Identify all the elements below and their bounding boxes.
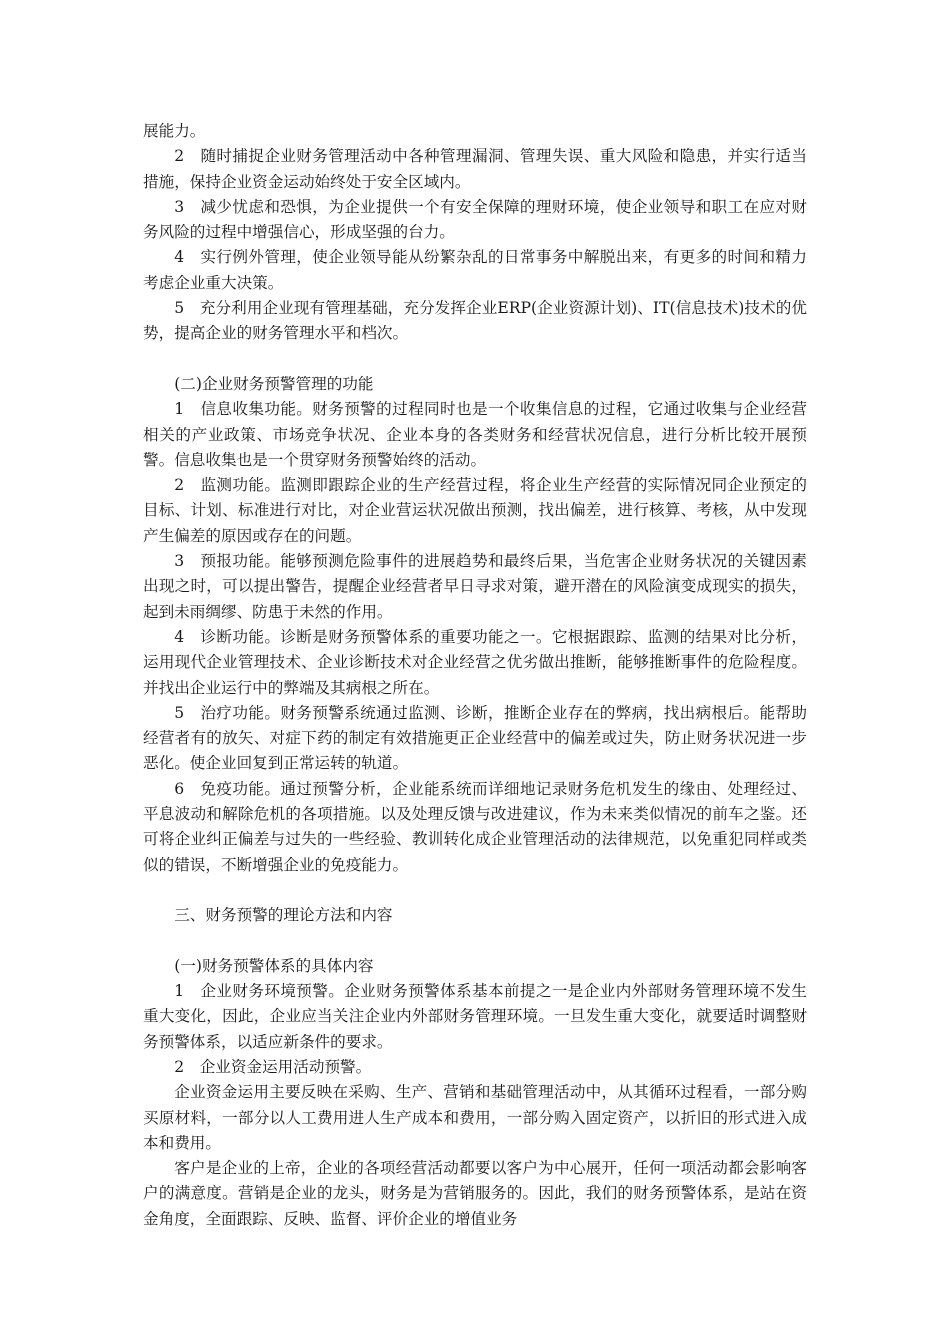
list-item-2: 2 随时捕捉企业财务管理活动中各种管理漏洞、管理失误、重大风险和隐患，并实行适当措施，保持企业资金运动始终处于安全区域内。 xyxy=(143,147,807,191)
blank-line xyxy=(143,878,807,903)
body-paragraph-capital: 企业资金运用主要反映在采购、生产、营销和基础管理活动中，从其循环过程看，一部分购买原材料，一部分以人工费用进人生产成本和费用，一部分购入固定资产，以折旧的形式进入成本和费用。 xyxy=(143,1083,807,1152)
paragraph-continuation: 展能力。 xyxy=(143,122,206,140)
blank-line xyxy=(143,347,807,372)
function-item-6: 6 免疫功能。通过预警分析，企业能系统而详细地记录财务危机发生的缘由、处理经过、平息波动和解除危机的各项措施。以及处理反馈与改进建议，作为未来类似情况的前车之鉴。还可将企业纠正偏差与过失的一些经验、教训转化成企业管理活动的法律规范，以免重犯同样或类似的错误，不断增强企业的免疫能力。 xyxy=(143,779,807,874)
function-item-4: 4 诊断功能。诊断是财务预警体系的重要功能之一。它根据跟踪、监测的结果对比分析，运用现代企业管理技术、企业诊断技术对企业经营之优劣做出推断，能够推断事件的危险程度。并找出企业运行中的弊端及其病根之所在。 xyxy=(143,627,807,697)
list-item-5: 5 充分利用企业现有管理基础，充分发挥企业ERP(企业资源计划)、IT(信息技术)技术的优势，提高企业的财务管理水平和档次。 xyxy=(143,299,807,343)
body-paragraph-customer: 客户是企业的上帝，企业的各项经营活动都要以客户为中心展开，任何一项活动都会影响客户的满意度。营销是企业的龙头，财务是为营销服务的。因此，我们的财务预警体系，是站在资金角度，全面跟踪、反映、监督、评价企业的增值业务 xyxy=(143,1159,807,1228)
list-item-4: 4 实行例外管理，使企业领导能从纷繁杂乱的日常事务中解脱出来，有更多的时间和精力考虑企业重大决策。 xyxy=(143,248,807,292)
section-heading-contents: (一)财务预警体系的具体内容 xyxy=(174,956,374,975)
section-heading-functions: (二)企业财务预警管理的功能 xyxy=(174,374,374,393)
list-item-3: 3 减少忧虑和恐惧，为企业提供一个有安全保障的理财环境，使企业领导和职工在应对财务风险的过程中增强信心，形成坚强的台力。 xyxy=(143,197,807,242)
document-body xyxy=(143,119,807,1232)
function-item-5: 5 治疗功能。财务预警系统通过监测、诊断，推断企业存在的弊病，找出病根后。能帮助经营者有的放矢、对症下药的制定有效措施更正企业经营中的偏差或过失，防止财务状况进一步恶化。使企业回复到正常运转的轨道。 xyxy=(143,703,807,773)
function-item-2: 2 监测功能。监测即跟踪企业的生产经营过程，将企业生产经营的实际情况同企业预定的目标、计划、标准进行对比，对企业营运状况做出预测，找出偏差，进行核算、考核，从中发现产生偏差的原因或存在的问题。 xyxy=(143,476,807,545)
function-item-3: 3 预报功能。能够预测危险事件的进展趋势和最终后果，当危害企业财务状况的关键因素出现之时，可以提出警告，提醒企业经营者早日寻求对策，避开潜在的风险演变成现实的损失，起到未雨绸缪、防患于未然的作用。 xyxy=(143,552,807,621)
content-item-2: 2 企业资金运用活动预警。 xyxy=(174,1057,372,1076)
function-item-1: 1 信息收集功能。财务预警的过程同时也是一个收集信息的过程，它通过收集与企业经营相关的产业政策、市场竞争状况、企业本身的各类财务和经营状况信息，进行分析比较开展预警。信息收集也是一个贯穿财务预警始终的活动。 xyxy=(143,400,807,469)
chapter-heading-theory: 三、财务预警的理论方法和内容 xyxy=(174,906,393,925)
content-item-1: 1 企业财务环境预警。企业财务预警体系基本前提之一是企业内外部财务管理环境不发生重大变化，因此，企业应当关注企业内外部财务管理环境。一旦发生重大变化，就要适时调整财务预警体系，以适应新条件的要求。 xyxy=(143,982,807,1051)
blank-line xyxy=(143,929,807,954)
